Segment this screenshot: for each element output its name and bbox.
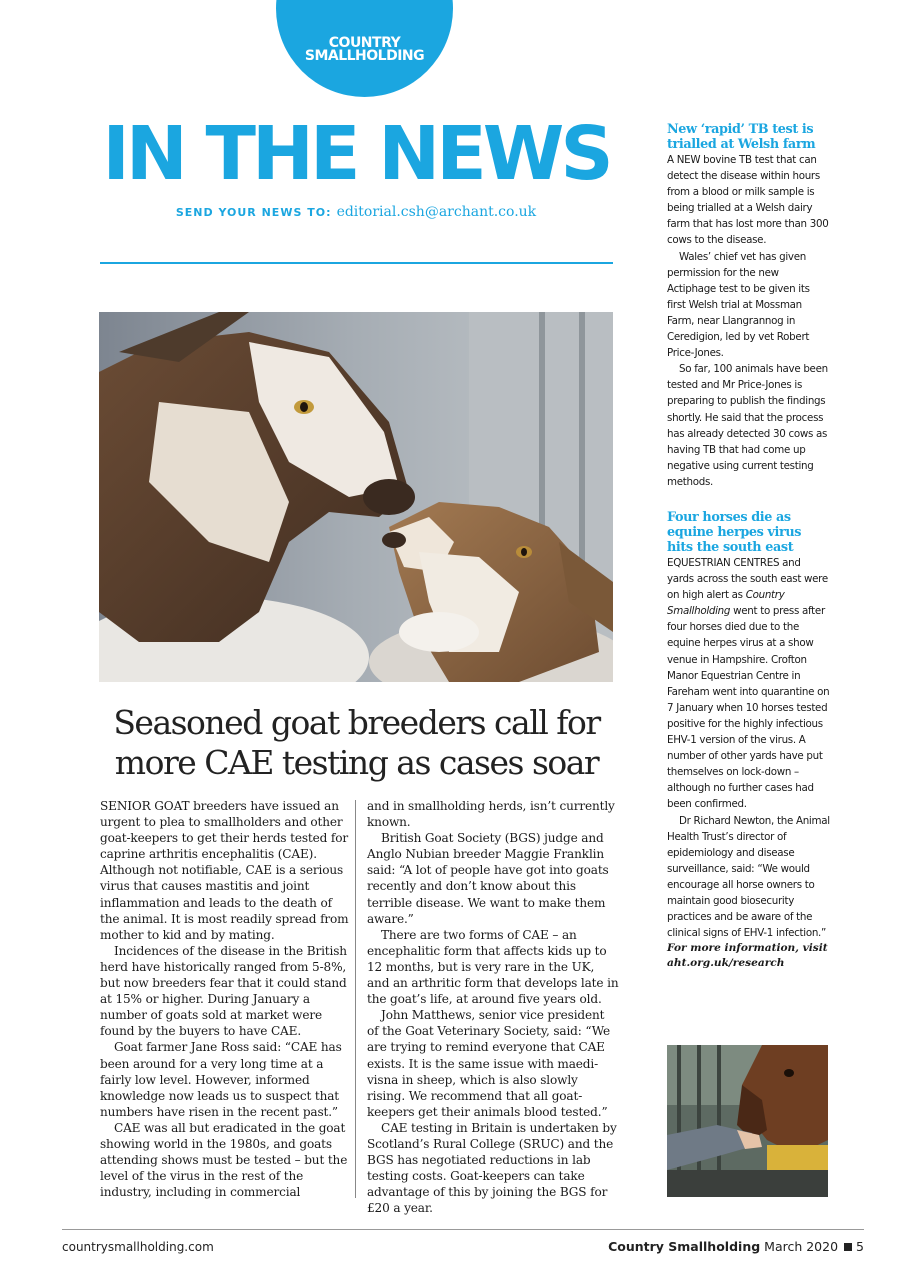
send-news-line [100,201,612,220]
headline-line-2: more CAE testing as cases soar [114,743,599,782]
sidebar-headline: New ‘rapid’ TB test is trialled at Welsh farm [667,122,816,152]
paragraph: CAE testing in Britain is undertaken by Scotland’s Rural College (SRUC) and the BGS has negotiated reductions in lab testing costs. Goat-keepers can take advantage of this by joining the BGS for £20 a year. [367,1120,617,1216]
send-news-email[interactable]: editorial.csh@archant.co.uk [336,204,537,220]
paragraph: British Goat Society (BGS) judge and Anglo Nubian breeder Maggie Franklin said: “A lot of people have got into goats recently and don’t know about this terrible disease. We want to make them aware.” [367,831,609,926]
paragraph: A NEW bovine TB test that can detect the disease within hours from a blood or milk sample is being trialled at a Welsh dairy farm that has lost more than 300 cows to the disease. [667,154,829,247]
footer-magazine: Country Smallholding [608,1239,761,1254]
headline-line-1: Seasoned goat breeders call for [113,703,600,742]
paragraph: EQUESTRIAN CENTRES and yards across the south east were on high alert as Country Smallholding went to press after four horses died due to the equine herpes virus at a show venue in Hampshire. Crofton Manor Equestrian Centre in Fareham went into quarantine on 7 January when 10 horses tested positive for the highly infectious EHV-1 version of the virus. A number of other yards have put themselves on lock-down – although no further cases had been confirmed. [667,557,830,811]
column-divider [355,800,356,1198]
brand-line1: COUNTRY [328,35,401,51]
paragraph: Goat farmer Jane Ross said: “CAE has been around for a very long time at a fairly low level. However, informed knowledge now leads us to suspect that numbers have risen in the recent past.” [100,1040,342,1119]
footer-website[interactable]: countrysmallholding.com [62,1240,214,1254]
sidebar-story-equine-herpes [667,510,830,971]
square-bullet-icon [844,1243,852,1251]
send-news-label: SEND YOUR NEWS TO: [175,206,332,219]
sidebar-headline: Four horses die as equine herpes virus hits the south east [667,510,802,555]
paragraph: Incidences of the disease in the British herd have historically ranged from 5-8%, but now breeders fear that it could stand at 15% or higher. During January a number of goats sold at market were found by the buyers to have CAE. [100,943,347,1039]
sidebar-story-tb-test [667,122,830,490]
sidebar-body [667,152,830,490]
footer-issue-info [608,1239,864,1254]
horse-photo [667,1045,828,1197]
paragraph: CAE was all but eradicated in the goat showing world in the 1980s, and goats attending shows must be tested – but the level of the virus in the rest of the industry, including in commercial [100,1120,348,1200]
paragraph: So far, 100 animals have been tested and Mr Price-Jones is preparing to publish the findings shortly. He said that the process has already detected 30 cows as having TB that had come up negative using current testing methods. [667,363,828,488]
paragraph: Wales’ chief vet has given permission for the new Actiphage test to be given its first Welsh trial at Mossman Farm, near Llangrannog in Ceredigion, led by vet Robert Price-Jones. [667,250,810,360]
footer-divider [62,1229,864,1230]
sidebar-body [667,555,830,941]
page-number: 5 [856,1239,864,1254]
main-headline [100,703,613,783]
footer-issue: March 2020 [764,1239,839,1254]
paragraph: SENIOR GOAT breeders have issued an urgent to plea to smallholders and other goat-keepers to get their herds tested for caprine arthritis encephalitis (CAE). Although not notifiable, CAE is a serious virus that causes mastitis and joint inflammation and leads to the death of the animal. It is most readily spread from mother to kid and by mating. [100,799,349,942]
article-column-left [100,798,352,1200]
paragraph: John Matthews, senior vice president of the Goat Veterinary Society, said: “We are trying to remind everyone that CAE exists. It is the same issue with maedi-visna in sheep, which is also slowly rising. We recommend that all goat-keepers get their animals blood tested.” [367,1008,611,1119]
more-info-link[interactable]: For more information, visit aht.org.uk/research [667,942,828,970]
article-column-right [367,798,619,1216]
paragraph: There are two forms of CAE – an encephalitic form that affects kids up to 12 months, but is very rare in the UK, and an arthritic form that develops late in the goat’s life, at around five years old. [367,927,619,1007]
magazine-name: Country Smallholding [667,589,785,618]
masthead-divider [100,262,613,264]
goats-photo [99,312,613,682]
paragraph: and in smallholding herds, isn’t currently known. [367,799,615,830]
paragraph: Dr Richard Newton, the Animal Health Trust’s director of epidemiology and disease surveillance, said: “We would encourage all horse owners to maintain good biosecurity practices and be aware of the clinical signs of EHV-1 infection.” [667,814,830,940]
brand-line2: SMALLHOLDING [304,48,425,64]
masthead-title: IN THE NEWS [102,111,610,197]
brand-badge [276,0,453,97]
